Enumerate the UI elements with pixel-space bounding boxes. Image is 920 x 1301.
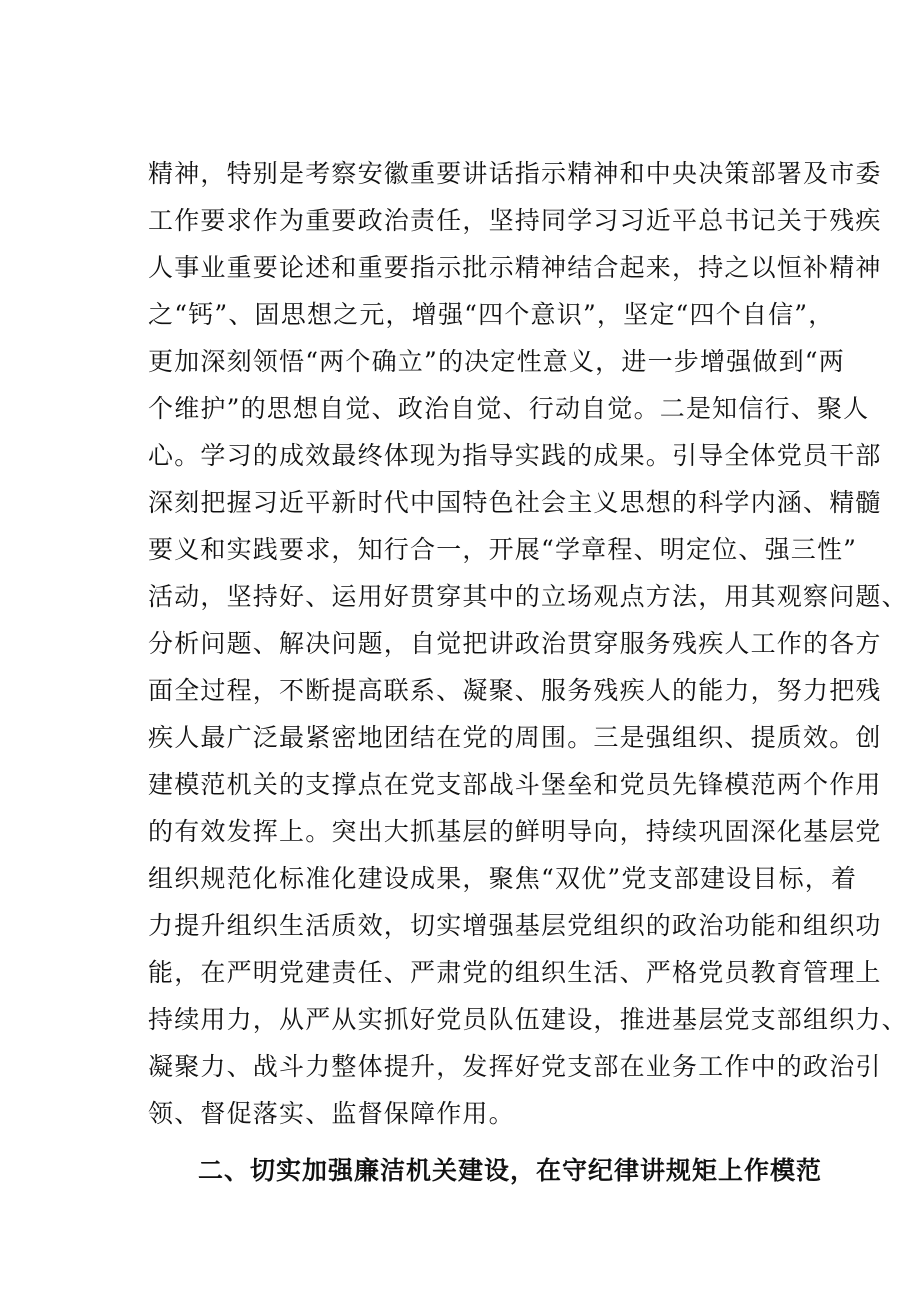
- body-line: 活动，坚持好、运用好贯穿其中的立场观点方法，用其观察问题、: [148, 582, 908, 611]
- body-line: 之“钙”、固思想之元，增强“四个意识”，坚定“四个自信”，: [148, 300, 835, 329]
- body-line: 心。学习的成效最终体现为指导实践的成果。引导全体党员干部: [148, 441, 882, 470]
- body-line: 组织规范化标准化建设成果，聚焦“双优”党支部建设目标，着: [148, 864, 858, 893]
- body-line: 领、督促落实、监督保障作用。: [148, 1099, 515, 1128]
- body-line: 分析问题、解决问题，自觉把讲政治贯穿服务残疾人工作的各方: [148, 629, 882, 658]
- section-heading: 二、切实加强廉洁机关建设，在守纪律讲规矩上作模范: [198, 1156, 823, 1185]
- body-line: 更加深刻领悟“两个确立”的决定性意义，进一步增强做到“两: [148, 347, 845, 376]
- body-line: 的有效发挥上。突出大抓基层的鲜明导向，持续巩固深化基层党: [148, 817, 882, 846]
- body-line: 工作要求作为重要政治责任，坚持同学习习近平总书记关于残疾: [148, 206, 882, 235]
- body-line: 深刻把握习近平新时代中国特色社会主义思想的科学内涵、精髓: [148, 488, 882, 517]
- body-line: 凝聚力、战斗力整体提升，发挥好党支部在业务工作中的政治引: [148, 1052, 882, 1081]
- body-line: 疾人最广泛最紧密地团结在党的周围。三是强组织、提质效。创: [148, 723, 882, 752]
- body-line: 能，在严明党建责任、严肃党的组织生活、严格党员教育管理上: [148, 958, 882, 987]
- body-line: 个维护”的思想自觉、政治自觉、行动自觉。二是知信行、聚人: [148, 394, 870, 423]
- body-line: 力提升组织生活质效，切实增强基层党组织的政治功能和组织功: [148, 911, 882, 940]
- body-line: 建模范机关的支撑点在党支部战斗堡垒和党员先锋模范两个作用: [148, 770, 882, 799]
- body-line: 精神，特别是考察安徽重要讲话指示精神和中央决策部署及市委: [148, 159, 882, 188]
- body-line: 面全过程，不断提高联系、凝聚、服务残疾人的能力，努力把残: [148, 676, 882, 705]
- body-line: 持续用力，从严从实抓好党员队伍建设，推进基层党支部组织力、: [148, 1005, 908, 1034]
- body-line: 人事业重要论述和重要指示批示精神结合起来，持之以恒补精神: [148, 253, 882, 282]
- body-line: 要义和实践要求，知行合一，开展“学章程、明定位、强三性”: [148, 535, 858, 564]
